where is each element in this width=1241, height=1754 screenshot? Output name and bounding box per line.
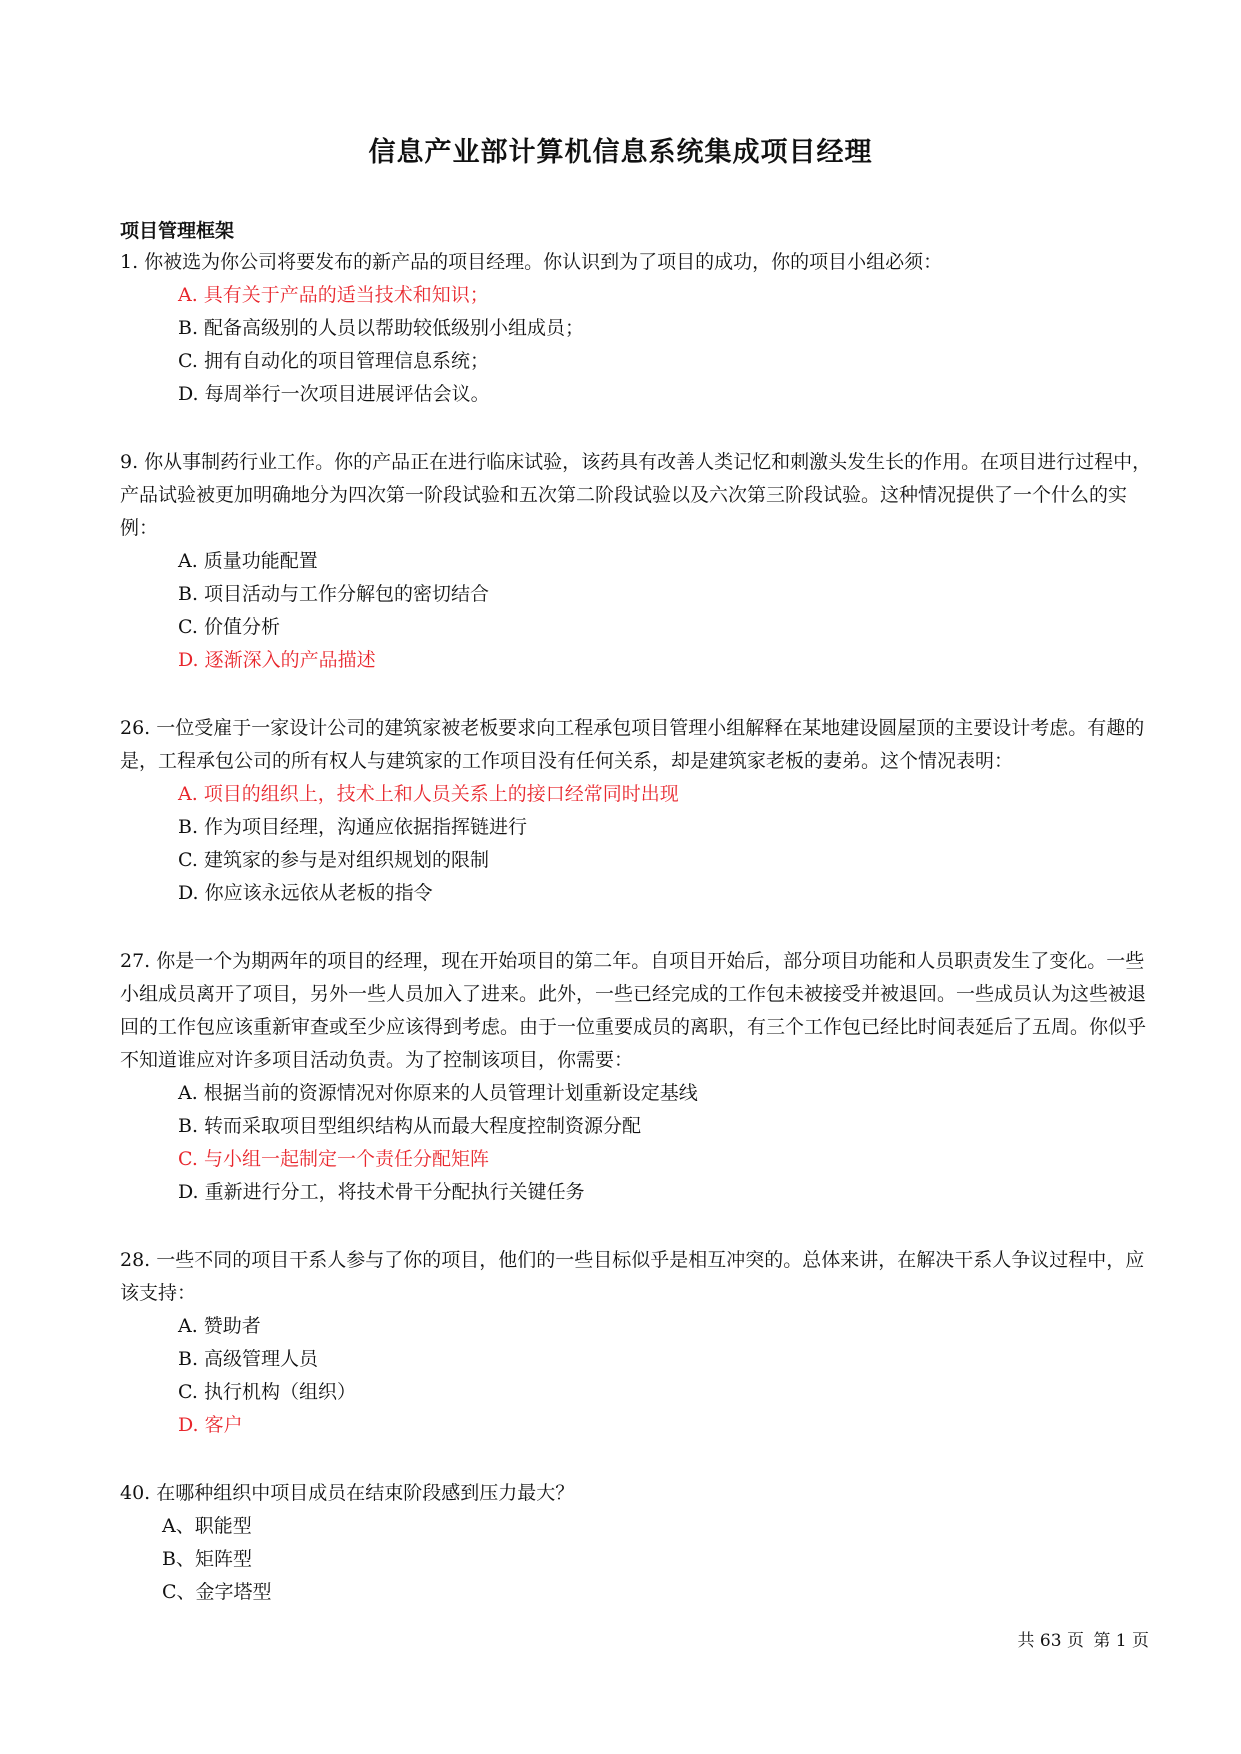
option-list [120, 279, 1160, 411]
question-stem: 1. 你被选为你公司将要发布的新产品的项目经理。你认识到为了项目的成功，你的项目小组必须： [120, 251, 943, 273]
option-b: B. 配备高级别的人员以帮助较低级别小组成员； [178, 317, 585, 339]
option-b: B. 转而采取项目型组织结构从而最大程度控制资源分配 [178, 1115, 642, 1137]
question-stem: 27. 你是一个为期两年的项目的经理，现在开始项目的第二年。自项目开始后，部分项目功能和人员职责发生了变化。一些小组成员离开了项目，另外一些人员加入了进来。此外，一些已经完成的工作包未被接受并被退回。一些成员认为这些被退回的工作包应该重新审查或至少应该得到考虑。由于一位重要成员的离职，有三个工作包已经比时间表延后了五周。你似乎不知道谁应对许多项目活动负责。为了控制该项目，你需要： [120, 950, 1147, 1071]
option-b: B. 作为项目经理，沟通应依据指挥链进行 [178, 816, 528, 838]
option-d: D. 每周举行一次项目进展评估会议。 [178, 383, 490, 405]
option-list [120, 545, 1160, 677]
page-footer [1014, 1626, 1149, 1651]
option-b: B. 高级管理人员 [178, 1348, 319, 1370]
option-a: A. 具有关于产品的适当技术和知识； [178, 284, 489, 306]
document-title: 信息产业部计算机信息系统集成项目经理 [368, 137, 873, 168]
option-a: A. 赞助者 [178, 1315, 261, 1337]
question-stem: 9. 你从事制药行业工作。你的产品正在进行临床试验，该药具有改善人类记忆和刺激头发生长的作用。在项目进行过程中，产品试验被更加明确地分为四次第一阶段试验和五次第二阶段试验以及六次第三阶段试验。这种情况提供了一个什么的实例： [120, 451, 1152, 539]
total-pages: 共 63 页 [1017, 1631, 1084, 1651]
option-d: D. 逐渐深入的产品描述 [178, 649, 376, 671]
question-stem: 26. 一位受雇于一家设计公司的建筑家被老板要求向工程承包项目管理小组解释在某地建设圆屋顶的主要设计考虑。有趣的是，工程承包公司的所有权人与建筑家的工作项目没有任何关系，却是建筑家老板的妻弟。这个情况表明： [120, 717, 1145, 772]
option-c: C. 与小组一起制定一个责任分配矩阵 [178, 1148, 489, 1170]
question-27 [120, 945, 1160, 1209]
current-page: 第 1 页 [1093, 1631, 1149, 1651]
question-1 [120, 246, 1160, 411]
option-b: B. 项目活动与工作分解包的密切结合 [178, 583, 490, 605]
document-body [120, 216, 1160, 1644]
question-26 [120, 712, 1160, 910]
option-a: A. 根据当前的资源情况对你原来的人员管理计划重新设定基线 [178, 1082, 698, 1104]
option-list [120, 778, 1160, 910]
option-c: C. 建筑家的参与是对组织规划的限制 [178, 849, 489, 871]
option-list [120, 1510, 1160, 1609]
option-d: D. 重新进行分工，将技术骨干分配执行关键任务 [178, 1181, 585, 1203]
question-9 [120, 446, 1160, 677]
option-a: A. 质量功能配置 [178, 550, 318, 572]
option-a: A、职能型 [162, 1515, 252, 1537]
question-stem: 40. 在哪种组织中项目成员在结束阶段感到压力最大？ [120, 1482, 575, 1504]
option-d: D. 客户 [178, 1414, 243, 1436]
option-a: A. 项目的组织上，技术上和人员关系上的接口经常同时出现 [178, 783, 679, 805]
option-list [120, 1077, 1160, 1209]
option-c: C. 价值分析 [178, 616, 280, 638]
option-b: B、矩阵型 [162, 1548, 252, 1570]
option-d: D. 你应该永远依从老板的指令 [178, 882, 433, 904]
option-c: C、金字塔型 [162, 1581, 272, 1603]
option-list [120, 1310, 1160, 1442]
option-c: C. 执行机构（组织） [178, 1381, 356, 1403]
question-stem: 28. 一些不同的项目干系人参与了你的项目，他们的一些目标似乎是相互冲突的。总体来讲，在解决干系人争议过程中，应该支持： [120, 1249, 1145, 1304]
question-28 [120, 1244, 1160, 1442]
section-title: 项目管理框架 [120, 220, 235, 242]
option-c: C. 拥有自动化的项目管理信息系统； [178, 350, 489, 372]
question-40 [120, 1477, 1160, 1609]
